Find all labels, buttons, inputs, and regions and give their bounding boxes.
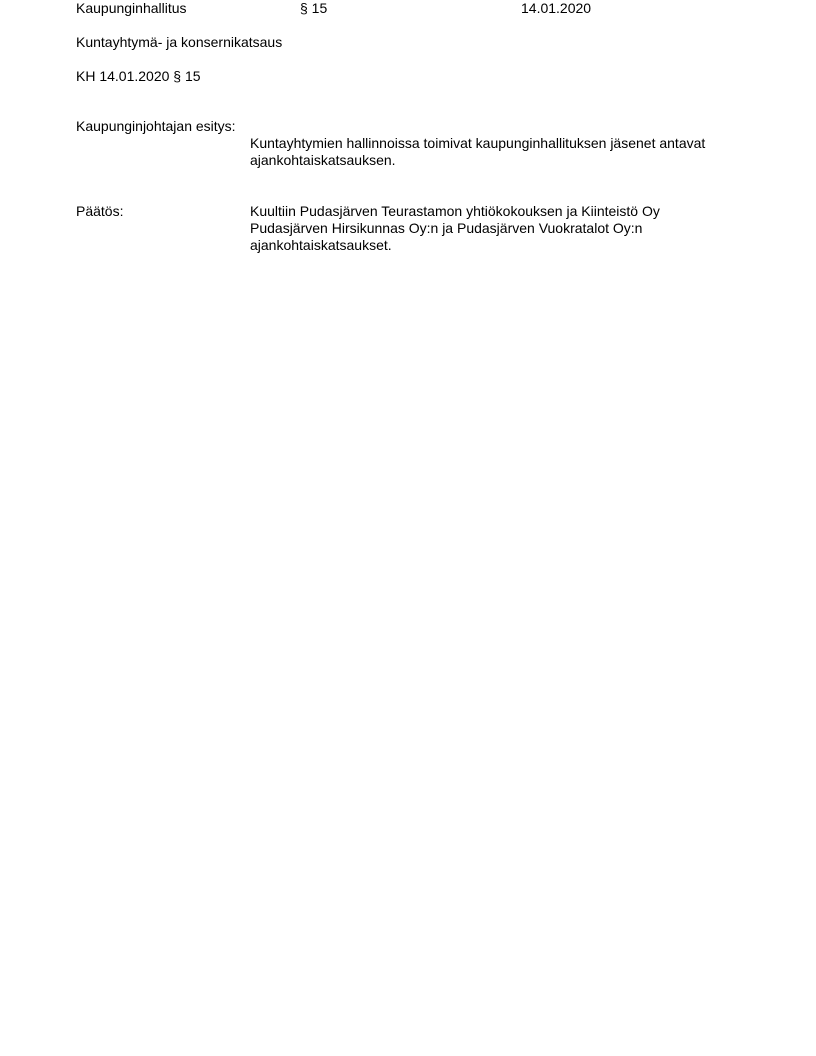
header-section-number: § 15 (300, 0, 328, 16)
proposal-text-line: Kuntayhtymien hallinnoissa toimivat kaupunginhallituksen jäsenet antavat (250, 135, 706, 151)
decision-text-line: ajankohtaiskatsaukset. (250, 237, 392, 253)
proposal-text-line: ajankohtaiskatsauksen. (250, 152, 396, 168)
document-title: Kuntayhtymä- ja konsernikatsaus (76, 34, 283, 50)
header-organization: Kaupunginhallitus (76, 0, 187, 16)
proposal-label: Kaupunginjohtajan esitys: (76, 118, 236, 134)
decision-text-line: Kuultiin Pudasjärven Teurastamon yhtiökokouksen ja Kiinteistö Oy (250, 203, 660, 219)
meeting-reference: KH 14.01.2020 § 15 (76, 68, 201, 84)
header-date: 14.01.2020 (521, 0, 592, 16)
proposal-text (250, 135, 740, 169)
decision-text-line: Pudasjärven Hirsikunnas Oy:n ja Pudasjärven Vuokratalot Oy:n (250, 220, 643, 236)
decision-text (250, 203, 740, 254)
decision-label: Päätös: (76, 203, 124, 219)
